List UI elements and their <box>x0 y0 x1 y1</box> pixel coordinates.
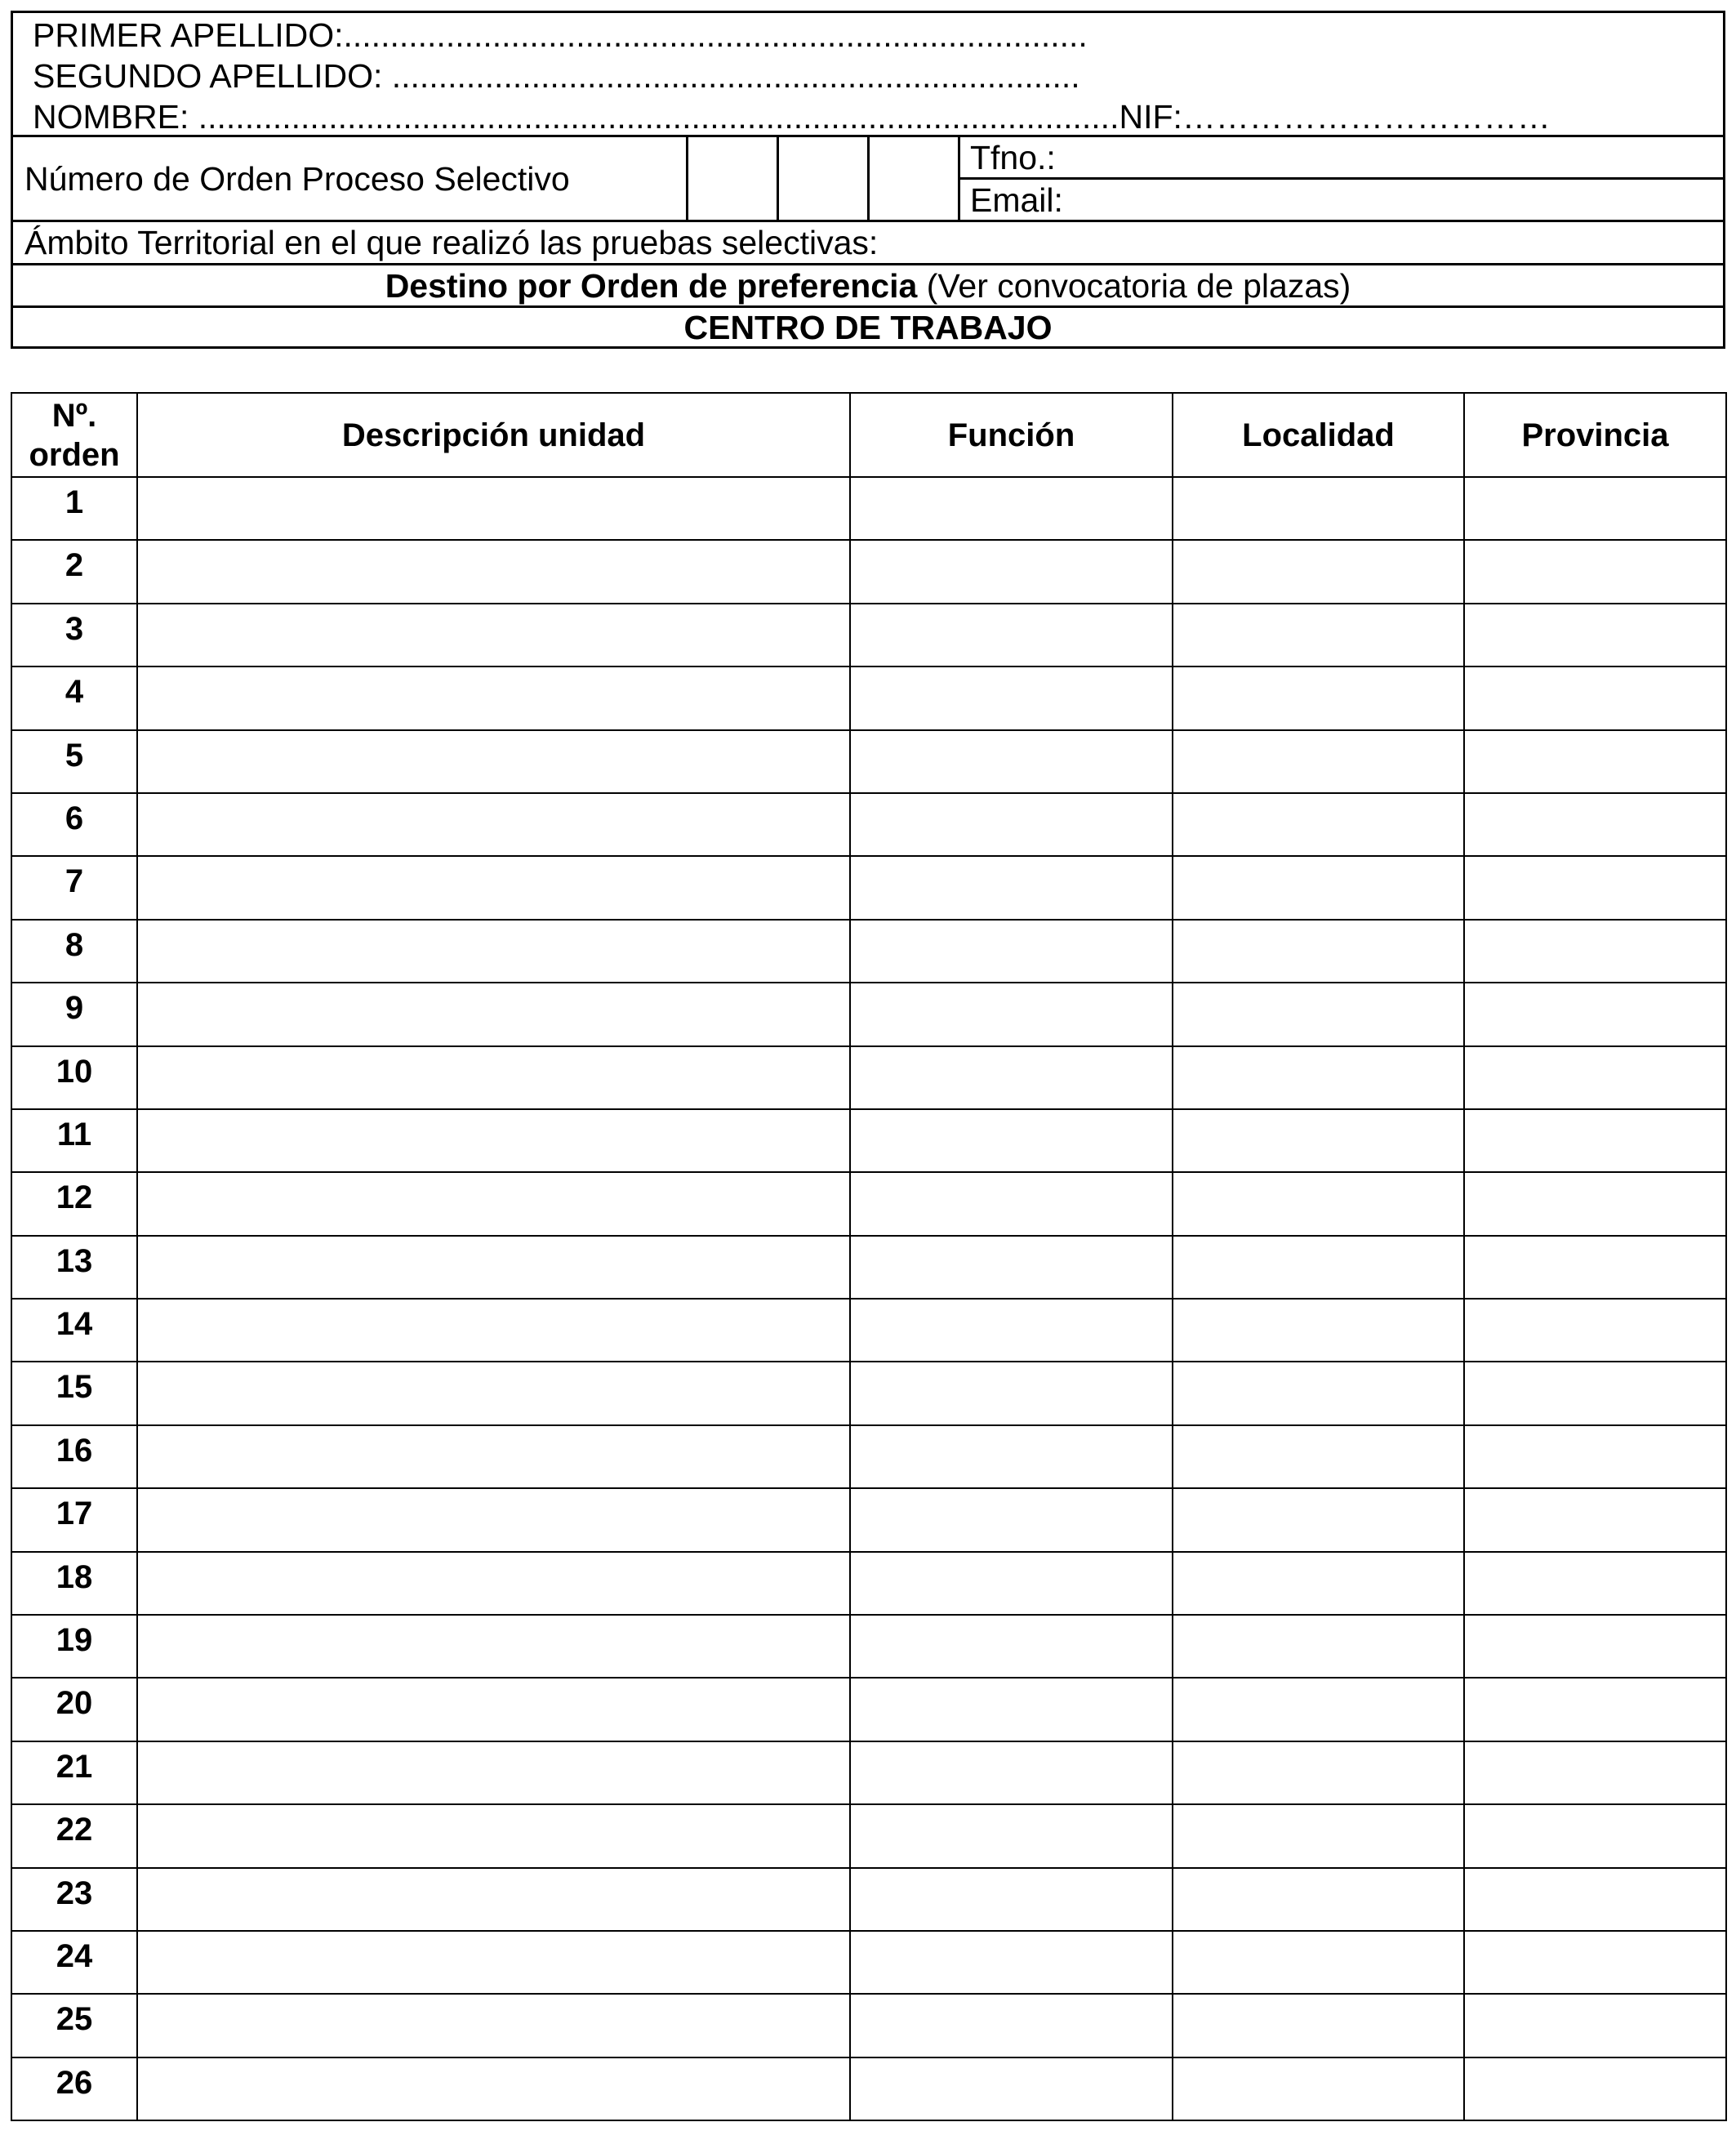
function-cell[interactable] <box>850 2057 1173 2120</box>
col-order-number <box>11 393 137 477</box>
locality-cell[interactable] <box>1173 1741 1464 1804</box>
function-cell[interactable] <box>850 1615 1173 1678</box>
row-order-number: 3 <box>11 604 137 666</box>
locality-cell[interactable] <box>1173 1552 1464 1615</box>
locality-cell[interactable] <box>1173 1425 1464 1488</box>
col-function: Función <box>850 393 1173 477</box>
table-row <box>11 856 1726 919</box>
province-cell[interactable] <box>1464 730 1726 793</box>
province-cell[interactable] <box>1464 1552 1726 1615</box>
locality-cell[interactable] <box>1173 1804 1464 1867</box>
province-cell[interactable] <box>1464 1236 1726 1299</box>
function-cell[interactable] <box>850 604 1173 666</box>
province-cell[interactable] <box>1464 920 1726 983</box>
table-header-row <box>11 393 1726 477</box>
table-row <box>11 793 1726 856</box>
unit-description-cell[interactable] <box>137 1109 850 1172</box>
unit-description-cell[interactable] <box>137 1994 850 2057</box>
table-row <box>11 1109 1726 1172</box>
function-cell[interactable] <box>850 920 1173 983</box>
function-cell[interactable] <box>850 1362 1173 1424</box>
locality-cell[interactable] <box>1173 1931 1464 1994</box>
function-cell[interactable] <box>850 1046 1173 1109</box>
unit-description-cell[interactable] <box>137 1931 850 1994</box>
locality-cell[interactable] <box>1173 793 1464 856</box>
locality-cell[interactable] <box>1173 1678 1464 1741</box>
table-row <box>11 1931 1726 1994</box>
locality-cell[interactable] <box>1173 1109 1464 1172</box>
province-cell[interactable] <box>1464 983 1726 1045</box>
locality-cell[interactable] <box>1173 1868 1464 1931</box>
row-order-number: 6 <box>11 793 137 856</box>
unit-description-cell[interactable] <box>137 604 850 666</box>
locality-cell[interactable] <box>1173 477 1464 540</box>
row-order-number: 25 <box>11 1994 137 2057</box>
destinations-table <box>11 392 1727 2121</box>
table-row <box>11 730 1726 793</box>
function-cell[interactable] <box>850 1868 1173 1931</box>
function-cell[interactable] <box>850 1678 1173 1741</box>
unit-description-cell[interactable] <box>137 983 850 1045</box>
function-cell[interactable] <box>850 477 1173 540</box>
col-locality: Localidad <box>1173 393 1464 477</box>
email-field[interactable]: Email: <box>970 181 1063 219</box>
row-order-number: 21 <box>11 1741 137 1804</box>
locality-cell[interactable] <box>1173 1299 1464 1362</box>
locality-cell[interactable] <box>1173 856 1464 919</box>
row-order-number: 18 <box>11 1552 137 1615</box>
function-cell[interactable] <box>850 793 1173 856</box>
row-order-number: 11 <box>11 1109 137 1172</box>
province-cell[interactable] <box>1464 1868 1726 1931</box>
function-cell[interactable] <box>850 1236 1173 1299</box>
province-cell[interactable] <box>1464 856 1726 919</box>
locality-cell[interactable] <box>1173 1172 1464 1235</box>
table-row <box>11 1552 1726 1615</box>
locality-cell[interactable] <box>1173 666 1464 729</box>
unit-description-cell[interactable] <box>137 793 850 856</box>
table-row <box>11 604 1726 666</box>
order-digit-box-1[interactable] <box>688 137 776 217</box>
table-row <box>11 540 1726 603</box>
unit-description-cell[interactable] <box>137 1236 850 1299</box>
unit-description-cell[interactable] <box>137 1046 850 1109</box>
nif-dots: …………………………… <box>1182 98 1551 136</box>
unit-description-cell[interactable] <box>137 540 850 603</box>
province-cell[interactable] <box>1464 1046 1726 1109</box>
row-order-number: 12 <box>11 1172 137 1235</box>
province-cell[interactable] <box>1464 666 1726 729</box>
row-order-number: 8 <box>11 920 137 983</box>
table-row <box>11 1678 1726 1741</box>
locality-cell[interactable] <box>1173 1615 1464 1678</box>
table-row <box>11 1615 1726 1678</box>
unit-description-cell[interactable] <box>137 920 850 983</box>
table-row <box>11 1994 1726 2057</box>
function-cell[interactable] <box>850 1804 1173 1867</box>
locality-cell[interactable] <box>1173 1488 1464 1551</box>
table-row <box>11 1172 1726 1235</box>
unit-description-cell[interactable] <box>137 477 850 540</box>
territorial-scope-field[interactable]: Ámbito Territorial en el que realizó las pruebas selectivas: <box>24 224 879 261</box>
order-number-label: Número de Orden Proceso Selectivo <box>24 160 570 198</box>
row-order-number: 22 <box>11 1804 137 1867</box>
locality-cell[interactable] <box>1173 1046 1464 1109</box>
table-row <box>11 1488 1726 1551</box>
province-cell[interactable] <box>1464 1488 1726 1551</box>
locality-cell[interactable] <box>1173 730 1464 793</box>
applicant-form <box>11 11 1725 349</box>
phone-field[interactable]: Tfno.: <box>970 139 1056 176</box>
row-order-number: 17 <box>11 1488 137 1551</box>
col-province: Provincia <box>1464 393 1726 477</box>
province-cell[interactable] <box>1464 1994 1726 2057</box>
locality-cell[interactable] <box>1173 983 1464 1045</box>
table-row <box>11 1741 1726 1804</box>
second-surname-field[interactable]: SEGUNDO APELLIDO: .......................................................................... <box>33 57 1080 95</box>
function-cell[interactable] <box>850 1931 1173 1994</box>
row-order-number: 10 <box>11 1046 137 1109</box>
function-cell[interactable] <box>850 666 1173 729</box>
col-unit-description: Descripción unidad <box>137 393 850 477</box>
work-center-heading: CENTRO DE TRABAJO <box>683 309 1053 346</box>
table-row <box>11 1804 1726 1867</box>
table-row <box>11 1046 1726 1109</box>
row-order-number: 26 <box>11 2057 137 2120</box>
order-digit-box-2[interactable] <box>779 137 866 217</box>
province-cell[interactable] <box>1464 1678 1726 1741</box>
destinations-body <box>11 477 1726 2120</box>
locality-cell[interactable] <box>1173 1362 1464 1424</box>
preference-heading <box>13 265 1723 306</box>
locality-cell[interactable] <box>1173 920 1464 983</box>
unit-description-cell[interactable] <box>137 1678 850 1741</box>
row-order-number: 5 <box>11 730 137 793</box>
province-cell[interactable] <box>1464 477 1726 540</box>
unit-description-cell[interactable] <box>137 1172 850 1235</box>
col-order-line1: Nº. <box>51 397 97 434</box>
name-label: NOMBRE: ...................................................................................................NIF: <box>33 98 1182 136</box>
preference-heading-bold: Destino por Orden de preferencia <box>385 267 918 305</box>
unit-description-cell[interactable] <box>137 730 850 793</box>
province-cell[interactable] <box>1464 1741 1726 1804</box>
locality-cell[interactable] <box>1173 2057 1464 2120</box>
row-order-number: 16 <box>11 1425 137 1488</box>
row-order-number: 20 <box>11 1678 137 1741</box>
province-cell[interactable] <box>1464 1299 1726 1362</box>
unit-description-cell[interactable] <box>137 2057 850 2120</box>
unit-description-cell[interactable] <box>137 1615 850 1678</box>
province-cell[interactable] <box>1464 540 1726 603</box>
table-row <box>11 1362 1726 1424</box>
unit-description-cell[interactable] <box>137 1362 850 1424</box>
function-cell[interactable] <box>850 1488 1173 1551</box>
table-row <box>11 920 1726 983</box>
function-cell[interactable] <box>850 983 1173 1045</box>
table-row <box>11 1868 1726 1931</box>
province-cell[interactable] <box>1464 1172 1726 1235</box>
function-cell[interactable] <box>850 1109 1173 1172</box>
table-row <box>11 1299 1726 1362</box>
locality-cell[interactable] <box>1173 540 1464 603</box>
function-cell[interactable] <box>850 540 1173 603</box>
province-cell[interactable] <box>1464 1804 1726 1867</box>
row-order-number: 2 <box>11 540 137 603</box>
function-cell[interactable] <box>850 1425 1173 1488</box>
province-cell[interactable] <box>1464 2057 1726 2120</box>
name-nif-field[interactable] <box>33 96 1551 137</box>
locality-cell[interactable] <box>1173 604 1464 666</box>
divider <box>958 177 1723 180</box>
row-order-number: 24 <box>11 1931 137 1994</box>
province-cell[interactable] <box>1464 793 1726 856</box>
province-cell[interactable] <box>1464 1109 1726 1172</box>
unit-description-cell[interactable] <box>137 666 850 729</box>
row-order-number: 15 <box>11 1362 137 1424</box>
unit-description-cell[interactable] <box>137 1488 850 1551</box>
province-cell[interactable] <box>1464 1615 1726 1678</box>
province-cell[interactable] <box>1464 604 1726 666</box>
unit-description-cell[interactable] <box>137 1804 850 1867</box>
table-row <box>11 666 1726 729</box>
row-order-number: 7 <box>11 856 137 919</box>
function-cell[interactable] <box>850 1741 1173 1804</box>
province-cell[interactable] <box>1464 1931 1726 1994</box>
function-cell[interactable] <box>850 730 1173 793</box>
col-order-line2: orden <box>29 436 120 473</box>
function-cell[interactable] <box>850 856 1173 919</box>
unit-description-cell[interactable] <box>137 1425 850 1488</box>
row-order-number: 23 <box>11 1868 137 1931</box>
function-cell[interactable] <box>850 1552 1173 1615</box>
row-order-number: 19 <box>11 1615 137 1678</box>
function-cell[interactable] <box>850 1299 1173 1362</box>
locality-cell[interactable] <box>1173 1994 1464 2057</box>
row-order-number: 4 <box>11 666 137 729</box>
unit-description-cell[interactable] <box>137 856 850 919</box>
order-digit-box-3[interactable] <box>870 137 957 217</box>
row-order-number: 13 <box>11 1236 137 1299</box>
row-order-number: 14 <box>11 1299 137 1362</box>
unit-description-cell[interactable] <box>137 1299 850 1362</box>
function-cell[interactable] <box>850 1994 1173 2057</box>
province-cell[interactable] <box>1464 1425 1726 1488</box>
province-cell[interactable] <box>1464 1362 1726 1424</box>
preference-heading-note: (Ver convocatoria de plazas) <box>917 267 1351 305</box>
table-row <box>11 477 1726 540</box>
function-cell[interactable] <box>850 1172 1173 1235</box>
unit-description-cell[interactable] <box>137 1741 850 1804</box>
first-surname-field[interactable]: PRIMER APELLIDO:................................................................................ <box>33 16 1088 54</box>
locality-cell[interactable] <box>1173 1236 1464 1299</box>
unit-description-cell[interactable] <box>137 1868 850 1931</box>
unit-description-cell[interactable] <box>137 1552 850 1615</box>
table-row <box>11 1236 1726 1299</box>
table-row <box>11 2057 1726 2120</box>
row-order-number: 9 <box>11 983 137 1045</box>
row-order-number: 1 <box>11 477 137 540</box>
table-row <box>11 1425 1726 1488</box>
table-row <box>11 983 1726 1045</box>
